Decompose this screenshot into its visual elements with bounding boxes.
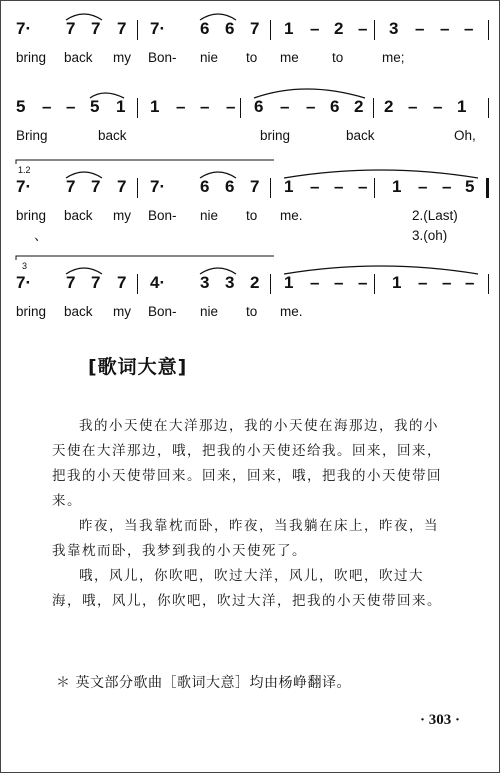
paragraph: 我的小天使在大洋那边，我的小天使在海那边，我的小天使在大洋那边，哦，把我的小天使还给我。回来，回来，把我的小天使带回来。回来，回来，哦，把我的小天使带回来。 <box>52 418 442 509</box>
note: 7 <box>117 273 127 292</box>
note: – <box>310 19 320 38</box>
lyric-row <box>0 48 500 70</box>
lyric-word: my <box>113 304 131 319</box>
note: 7· <box>150 177 166 196</box>
bar-line <box>137 178 138 198</box>
bar-line <box>270 274 271 294</box>
note: – <box>433 97 443 116</box>
note: – <box>310 273 320 292</box>
note: 2 <box>384 97 394 116</box>
paragraph: 昨夜，当我靠枕而卧，昨夜，当我躺在床上，昨夜，当我靠枕而卧，我梦到我的小天使死了。 <box>52 518 439 559</box>
note: 7 <box>117 177 127 196</box>
note: – <box>465 273 475 292</box>
lyric-word: back <box>64 208 93 223</box>
lyric-word: Bon- <box>148 208 177 223</box>
note: 7 <box>66 19 76 38</box>
note: 6 <box>254 97 264 116</box>
lyric-word: my <box>113 50 131 65</box>
lyric-word: me; <box>382 50 405 65</box>
note: – <box>358 177 368 196</box>
lyric-row <box>0 126 500 148</box>
bar-line <box>486 178 489 198</box>
bar-line <box>374 178 375 198</box>
note: 6 <box>200 19 210 38</box>
lyric-word: me <box>280 50 299 65</box>
note: 1 <box>116 97 126 116</box>
lyric-word: Bon- <box>148 304 177 319</box>
bar-line <box>488 274 489 294</box>
note: 3 <box>389 19 399 38</box>
note: 6 <box>225 177 235 196</box>
lyric-row-extra <box>0 226 500 248</box>
note: – <box>310 177 320 196</box>
lyric-word: nie <box>200 304 219 319</box>
lyric-word: back <box>64 50 93 65</box>
note: 7 <box>117 19 127 38</box>
note: – <box>418 177 428 196</box>
note: – <box>442 273 452 292</box>
note: 7 <box>250 177 260 196</box>
lyric-word: back <box>64 304 93 319</box>
lyric-word: Bon- <box>148 50 177 65</box>
lyric-word: to <box>246 304 258 319</box>
note: 7 <box>66 273 76 292</box>
note: 6 <box>225 19 235 38</box>
note: – <box>334 273 344 292</box>
note: 1 <box>284 177 294 196</box>
bar-line <box>240 98 241 118</box>
notation-row <box>0 272 500 298</box>
note: 7 <box>91 19 101 38</box>
note: – <box>176 97 186 116</box>
note: 1 <box>284 273 294 292</box>
bar-line <box>270 178 271 198</box>
note: 2 <box>354 97 364 116</box>
score-system-2 <box>0 96 500 156</box>
note: 1 <box>150 97 160 116</box>
lyric-word: 2.(Last) <box>412 208 458 223</box>
lyric-word: to <box>246 208 258 223</box>
lyric-word: back <box>98 128 127 143</box>
note: 6 <box>330 97 340 116</box>
lyrics-translation <box>52 414 452 514</box>
lyric-word: Bring <box>16 128 48 143</box>
note: 7 <box>91 273 101 292</box>
note: 5 <box>16 97 26 116</box>
note: – <box>358 19 368 38</box>
note: 7· <box>16 273 32 292</box>
note: 7· <box>16 19 32 38</box>
note: – <box>442 177 452 196</box>
lyric-word: nie <box>200 208 219 223</box>
note: 7 <box>66 177 76 196</box>
lyrics-translation <box>52 564 452 614</box>
bar-line <box>373 98 374 118</box>
note: 7· <box>16 177 32 196</box>
note: 1 <box>392 273 402 292</box>
note: 5 <box>465 177 475 196</box>
note: 7 <box>91 177 101 196</box>
note: 2 <box>334 19 344 38</box>
note: – <box>280 97 290 116</box>
note: – <box>334 177 344 196</box>
lyric-word: 3.(oh) <box>412 228 448 243</box>
notation-row <box>0 18 500 44</box>
score-system-4 <box>0 261 500 332</box>
note: – <box>415 19 425 38</box>
note: – <box>66 97 76 116</box>
paragraph: 哦，风儿，你吹吧，吹过大洋，风儿，吹吧，吹过大海，哦，风儿，你吹吧，吹过大洋，把我的小天使带回来。 <box>52 568 442 609</box>
note: – <box>42 97 52 116</box>
note: 7 <box>250 19 260 38</box>
note: 3 <box>225 273 235 292</box>
lyric-word: me. <box>280 208 303 223</box>
lyric-row <box>0 302 500 324</box>
bar-line <box>270 20 271 40</box>
lyric-word: nie <box>200 50 219 65</box>
lyric-word: bring <box>260 128 291 143</box>
score-system-1 <box>0 18 500 78</box>
lyric-word: bring <box>16 208 47 223</box>
section-heading: [歌词大意] <box>88 356 188 378</box>
note: 7· <box>150 19 166 38</box>
note: – <box>440 19 450 38</box>
lyric-word: 、 <box>34 228 48 243</box>
note: 1 <box>457 97 467 116</box>
lyric-word: me. <box>280 304 303 319</box>
lyric-word: to <box>332 50 344 65</box>
notation-row <box>0 96 500 122</box>
note: 3 <box>200 273 210 292</box>
volta-label: 3 <box>22 261 28 271</box>
note: – <box>464 19 474 38</box>
lyric-row <box>0 206 500 228</box>
bar-line <box>137 20 138 40</box>
lyric-word: bring <box>16 304 47 319</box>
lyric-word: to <box>246 50 258 65</box>
note: 1 <box>284 19 294 38</box>
bar-line <box>137 98 138 118</box>
note: 1 <box>392 177 402 196</box>
lyric-word: my <box>113 208 131 223</box>
note: – <box>306 97 316 116</box>
lyric-word: back <box>346 128 375 143</box>
page-number: · 303 · <box>420 712 461 728</box>
note: 4· <box>150 273 166 292</box>
volta-label: 1.2 <box>18 165 31 175</box>
bar-line <box>488 98 489 118</box>
note: – <box>200 97 210 116</box>
bar-line <box>488 20 489 40</box>
bar-line <box>374 274 375 294</box>
note: 2 <box>250 273 260 292</box>
lyric-word: Oh, <box>454 128 476 143</box>
note: 5 <box>90 97 100 116</box>
bar-line <box>374 20 375 40</box>
note: – <box>418 273 428 292</box>
note: – <box>226 97 236 116</box>
note: – <box>358 273 368 292</box>
score-system-3 <box>0 165 500 256</box>
lyric-word: bring <box>16 50 47 65</box>
notation-row <box>0 176 500 202</box>
note: – <box>408 97 418 116</box>
footnote: ＊ 英文部分歌曲［歌词大意］均由杨峥翻译。 <box>56 675 351 691</box>
note: 6 <box>200 177 210 196</box>
bar-line <box>137 274 138 294</box>
lyrics-translation <box>52 514 452 564</box>
